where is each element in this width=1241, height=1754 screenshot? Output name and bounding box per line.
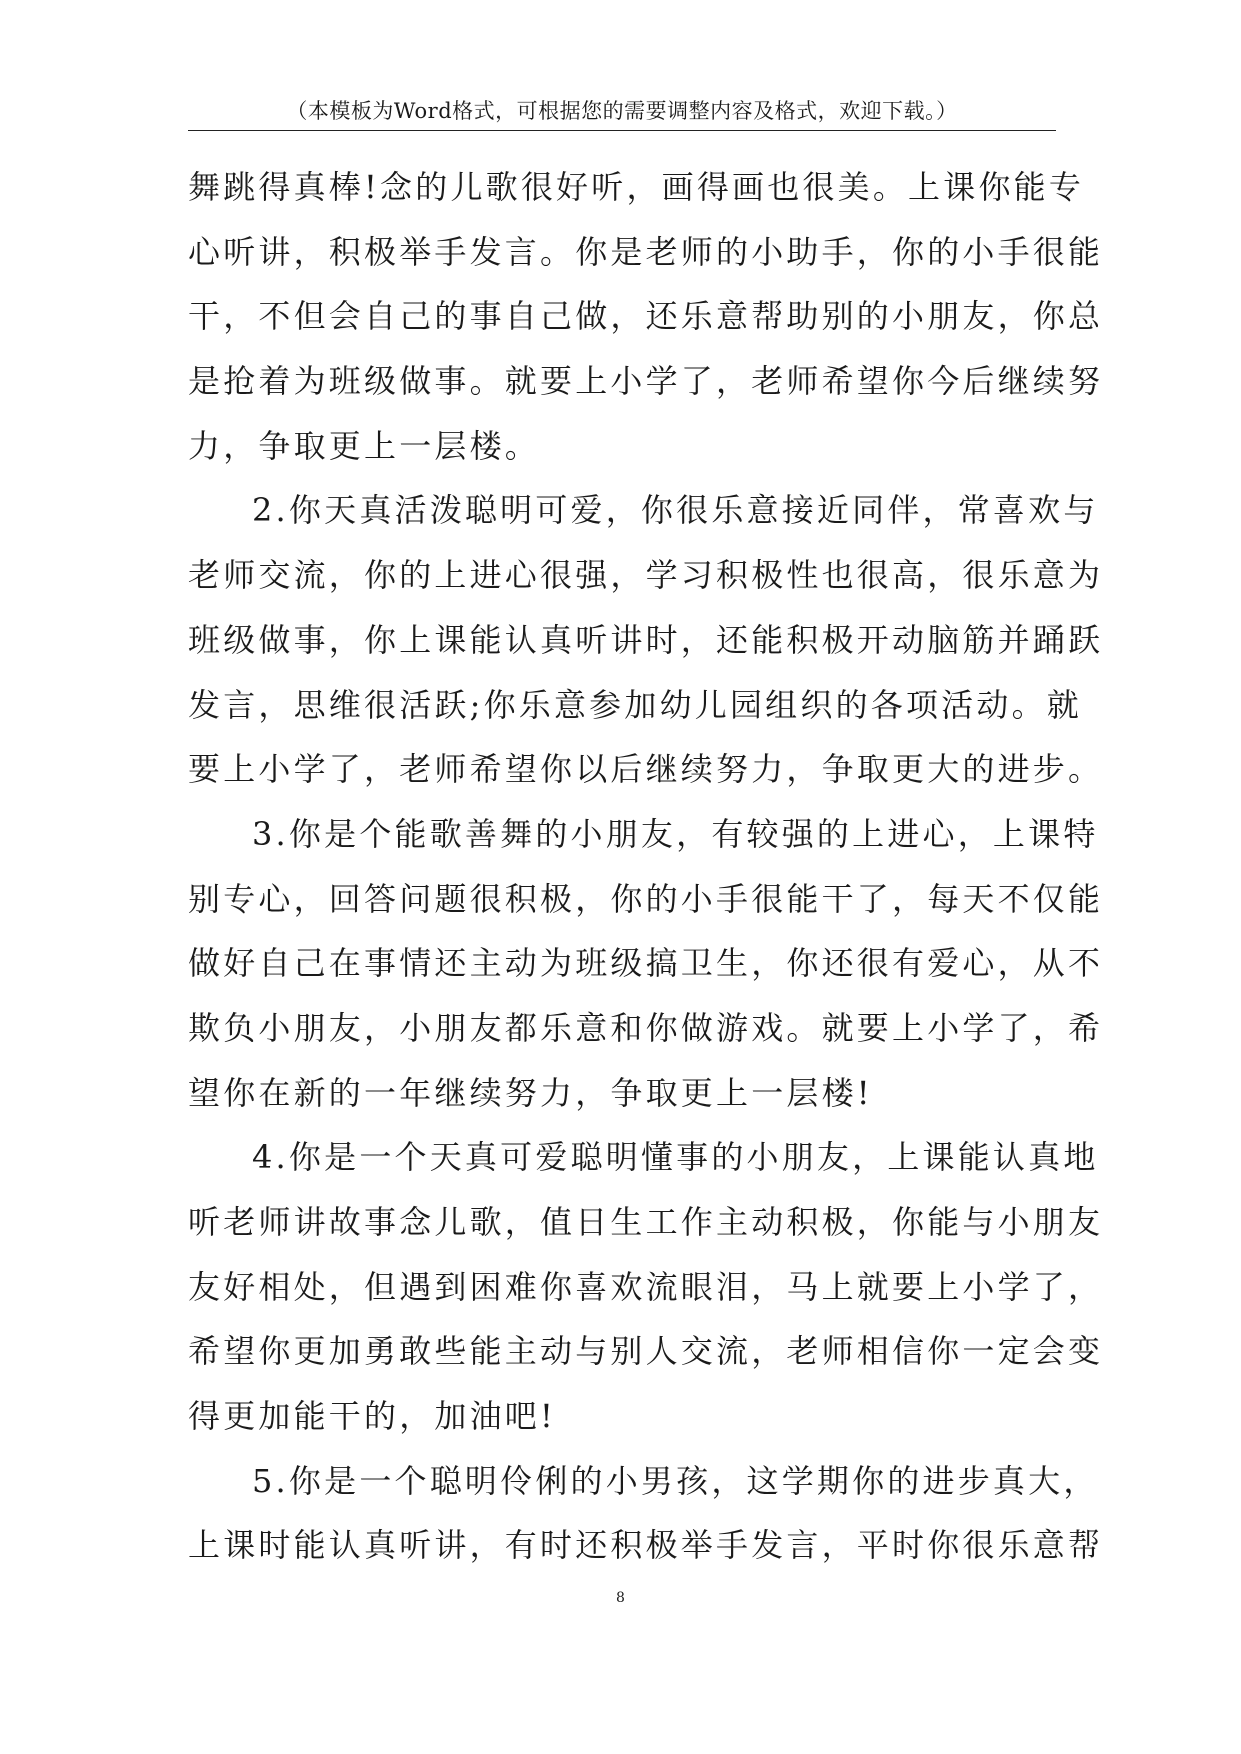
text-line: 干，不但会自己的事自己做，还乐意帮助别的小朋友，你总 (188, 297, 1104, 336)
text-line: 别专心，回答问题很积极，你的小手很能干了，每天不仅能 (188, 879, 1104, 918)
text-line: 班级做事，你上课能认真听讲时，还能积极开动脑筋并踊跃 (188, 620, 1104, 659)
text-line: 是抢着为班级做事。就要上小学了，老师希望你今后继续努 (188, 362, 1104, 401)
text-line: 欺负小朋友，小朋友都乐意和你做游戏。就要上小学了，希 (188, 1008, 1104, 1047)
page-number: 8 (616, 1590, 625, 1606)
header-divider (188, 130, 1056, 131)
text-line: 希望你更加勇敢些能主动与别人交流，老师相信你一定会变 (188, 1332, 1104, 1371)
text-line: 5.你是一个聪明伶俐的小男孩，这学期你的进步真大， (252, 1461, 1099, 1500)
text-line: 要上小学了，老师希望你以后继续努力，争取更大的进步。 (188, 750, 1104, 789)
text-line: 舞跳得真棒!念的儿歌很好听，画得画也很美。上课你能专 (188, 168, 1085, 206)
text-line: 发言，思维很活跃;你乐意参加幼儿园组织的各项活动。就 (188, 685, 1082, 724)
text-line: 力，争取更上一层楼。 (188, 426, 541, 465)
text-line: 3.你是个能歌善舞的小朋友，有较强的上进心，上课特 (252, 814, 1099, 853)
text-line: 做好自己在事情还主动为班级搞卫生，你还很有爱心，从不 (188, 944, 1104, 983)
text-line: 望你在新的一年继续努力，争取更上一层楼! (188, 1073, 873, 1112)
text-line: 老师交流，你的上进心很强，学习积极性也很高，很乐意为 (188, 556, 1104, 595)
text-line: 上课时能认真听讲，有时还积极举手发言，平时你很乐意帮 (188, 1526, 1104, 1565)
text-line: 心听讲，积极举手发言。你是老师的小助手，你的小手很能 (188, 232, 1104, 271)
text-line: 4.你是一个天真可爱聪明懂事的小朋友，上课能认真地 (252, 1138, 1099, 1177)
template-note-header: （本模板为Word格式，可根据您的需要调整内容及格式，欢迎下载。） (286, 99, 958, 123)
text-line: 听老师讲故事念儿歌，值日生工作主动积极，你能与小朋友 (188, 1203, 1104, 1241)
text-line: 得更加能干的，加油吧! (188, 1397, 557, 1436)
document-body (188, 155, 1104, 1578)
text-line: 友好相处，但遇到困难你喜欢流眼泪，马上就要上小学了， (188, 1267, 1104, 1306)
text-line: 2.你天真活泼聪明可爱，你很乐意接近同伴，常喜欢与 (252, 491, 1099, 530)
